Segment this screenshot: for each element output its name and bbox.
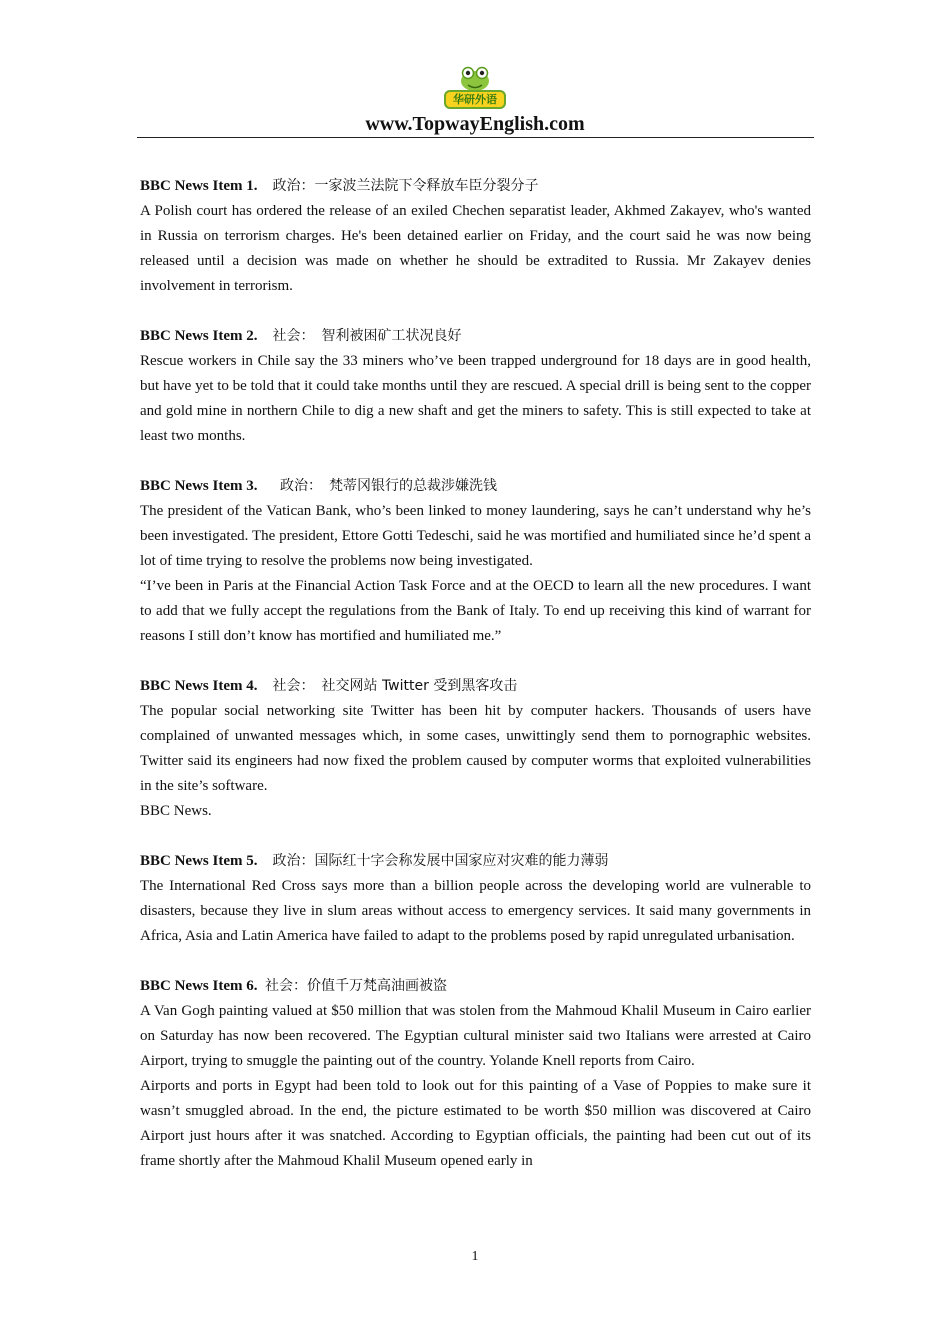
- logo-text: 华研外语: [453, 93, 497, 106]
- item-paragraph: The International Red Cross says more than a billion people across the developing world are vulnerable to disasters, because they live in slum areas without access to emergency services. It said many governments in Africa, Asia and Latin America have failed to adapt to the problems posed by rapid unregulated urbanisation.: [140, 878, 811, 944]
- item-title: [140, 474, 811, 499]
- item-label: BBC News Item 6.: [140, 978, 258, 994]
- item-category-title: 政治：一家波兰法院下令释放车臣分裂分子: [272, 178, 539, 194]
- item-label: BBC News Item 2.: [140, 328, 258, 344]
- news-item: [140, 849, 811, 949]
- news-content: [140, 174, 811, 1174]
- site-url: www.TopwayEnglish.com: [365, 113, 585, 135]
- item-paragraph: “I’ve been in Paris at the Financial Action Task Force and at the OECD to learn all the new procedures. I want to add that we fully accept the regulations from the Bank of Italy. To end up receiving this kind of warrant for reasons I still don’t know has mortified and humiliated me.”: [140, 578, 811, 644]
- item-paragraph: The president of the Vatican Bank, who’s been linked to money laundering, says he can’t understand why he’s been investigated. The president, Ettore Gotti Tedeschi, said he was mortified and humiliated since he’d spent a lot of time trying to resolve the problems now being investigated.: [140, 503, 811, 569]
- item-category-title: 社会：价值千万梵高油画被盗: [265, 978, 447, 994]
- item-paragraph: A Van Gogh painting valued at $50 million that was stolen from the Mahmoud Khalil Museum in Cairo earlier on Saturday has now been recovered. The Egyptian cultural minister said two Italians were arrested at Cairo Airport, trying to smuggle the painting out of the country. Yolande Knell reports from Cairo.: [140, 1003, 811, 1069]
- item-paragraph: A Polish court has ordered the release of an exiled Chechen separatist leader, Akhmed Zakayev, who's wanted in Russia on terrorism charges. He's been detained earlier on Friday, and the court said he was now being released until a decision was made on whether he should be extradited to Russia. Mr Zakayev denies involvement in terrorism.: [140, 203, 811, 294]
- item-title: [140, 849, 811, 874]
- item-title: [140, 324, 811, 349]
- item-title: [140, 174, 811, 199]
- news-item: [140, 674, 811, 824]
- header-divider: [137, 137, 814, 138]
- item-label: BBC News Item 1.: [140, 178, 258, 194]
- item-paragraph: BBC News.: [140, 803, 212, 819]
- item-title: [140, 674, 811, 699]
- item-category-title: 政治：国际红十字会称发展中国家应对灾难的能力薄弱: [272, 853, 609, 869]
- item-label: BBC News Item 3.: [140, 478, 258, 494]
- news-item: [140, 174, 811, 299]
- item-category-title: 社会： 智利被困矿工状况良好: [272, 328, 462, 344]
- item-category-title: 政治： 梵蒂冈银行的总裁涉嫌洗钱: [280, 478, 497, 494]
- item-label: BBC News Item 5.: [140, 853, 258, 869]
- item-paragraph: Rescue workers in Chile say the 33 miners who’ve been trapped underground for 18 days are in good health, but have yet to be told that it could take months until they are rescued. A special drill is being sent to the copper and gold mine in northern Chile to dig a new shaft and get the miners to safety. This is still expected to take at least two months.: [140, 353, 811, 444]
- news-item: [140, 324, 811, 449]
- item-label: BBC News Item 4.: [140, 678, 258, 694]
- page-number: 1: [471, 1249, 479, 1264]
- item-title: [140, 974, 811, 999]
- item-category-title: 社会： 社交网站 Twitter 受到黑客攻击: [272, 678, 518, 694]
- news-item: [140, 974, 811, 1174]
- topway-logo: [442, 64, 508, 110]
- item-paragraph: The popular social networking site Twitter has been hit by computer hackers. Thousands of users have complained of unwanted messages which, in some cases, unwittingly send them to pornographic websites. Twitter said its engineers had now fixed the problem caused by computer worms that exploited vulnerabilities in the site’s software.: [140, 703, 811, 794]
- news-item: [140, 474, 811, 649]
- item-paragraph: Airports and ports in Egypt had been told to look out for this painting of a Vase of Poppies to make sure it wasn’t smuggled abroad. In the end, the picture estimated to be worth $50 million was discovered at Cairo Airport just hours after it was snatched. According to Egyptian officials, the painting had been cut out of its frame shortly after the Mahmoud Khalil Museum opened early in: [140, 1078, 811, 1169]
